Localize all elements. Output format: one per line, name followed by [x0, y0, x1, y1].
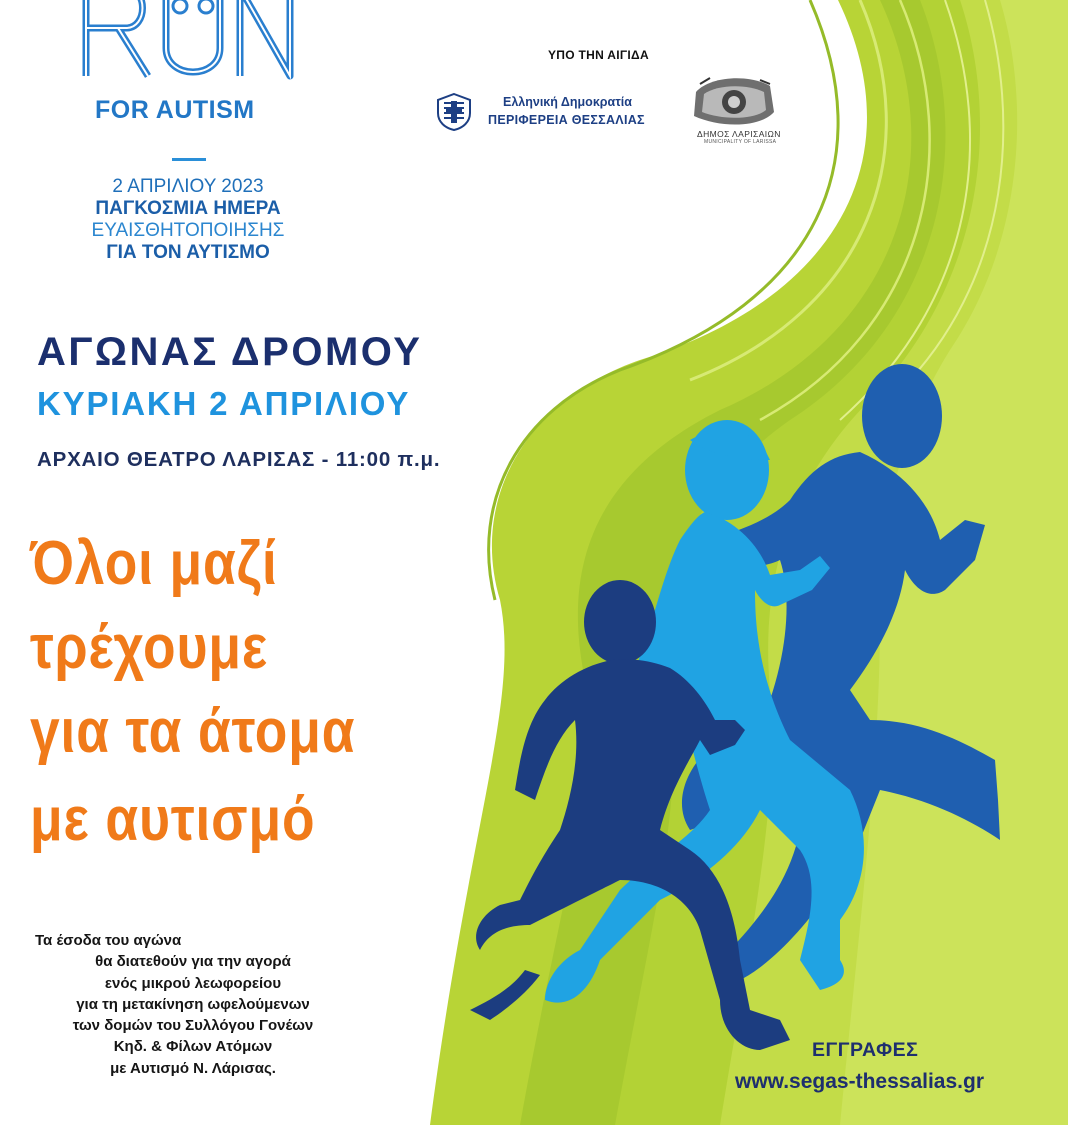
municipality-sub-label: MUNICIPALITY OF LARISSA: [704, 139, 777, 145]
slogan-line-2: τρέχουμε: [30, 613, 269, 682]
patronage-label: ΥΠΟ ΤΗΝ ΑΙΓΙΔΑ: [548, 48, 649, 62]
note-line: ενός μικρού λεωφορείου: [104, 974, 282, 992]
note-line: των δομών του Συλλόγου Γονέων: [72, 1017, 314, 1035]
event-date: 2 ΑΠΡΙΛΙΟΥ 2023: [112, 176, 264, 197]
gov-republic-label: Ελληνική Δημοκρατία: [503, 95, 632, 109]
slogan-line-4: με αυτισμό: [30, 785, 316, 854]
note-line: με Αυτισμό Ν. Λάρισας.: [110, 1059, 276, 1077]
slogan-line-1: Όλοι μαζί: [30, 529, 278, 598]
note-line: Κηδ. & Φίλων Ατόμων: [113, 1038, 273, 1056]
proceeds-note: [28, 930, 358, 1079]
awareness-line: ΕΥΑΙΣΘΗΤΟΠΟΙΗΣΗΣ: [91, 220, 285, 241]
municipality-label: ΔΗΜΟΣ ΛΑΡΙΣΑΙΩΝ: [697, 129, 781, 139]
note-line: για τη μετακίνηση ωφελούμενων: [76, 995, 310, 1013]
race-title: ΑΓΩΝΑΣ ΔΡΟΜΟΥ: [37, 330, 423, 374]
world-day-line: ΠΑΓΚΟΣΜΙΑ ΗΜΕΡΑ: [95, 198, 281, 219]
note-line: θα διατεθούν για την αγορά: [95, 953, 291, 971]
note-line: Τα έσοδα του αγώνα: [35, 932, 182, 949]
gov-region-label: ΠΕΡΙΦΕΡΕΙΑ ΘΕΣΣΑΛΙΑΣ: [488, 113, 645, 127]
registration-link[interactable]: www.segas-thessalias.gr: [735, 1070, 984, 1093]
race-day: ΚΥΡΙΑΚΗ 2 ΑΠΡΙΛΙΟΥ: [37, 385, 411, 422]
autism-line: ΓΙΑ ΤΟΝ ΑΥΤΙΣΜΟ: [106, 242, 270, 263]
slogan-line-3: για τα άτομα: [30, 697, 356, 766]
for-autism-label: FOR AUTISM: [95, 96, 255, 124]
registration-title: ΕΓΓΡΑΦΕΣ: [812, 1039, 919, 1061]
race-venue-time: ΑΡΧΑΙΟ ΘΕΑΤΡΟ ΛΑΡΙΣΑΣ - 11:00 π.μ.: [37, 448, 441, 471]
